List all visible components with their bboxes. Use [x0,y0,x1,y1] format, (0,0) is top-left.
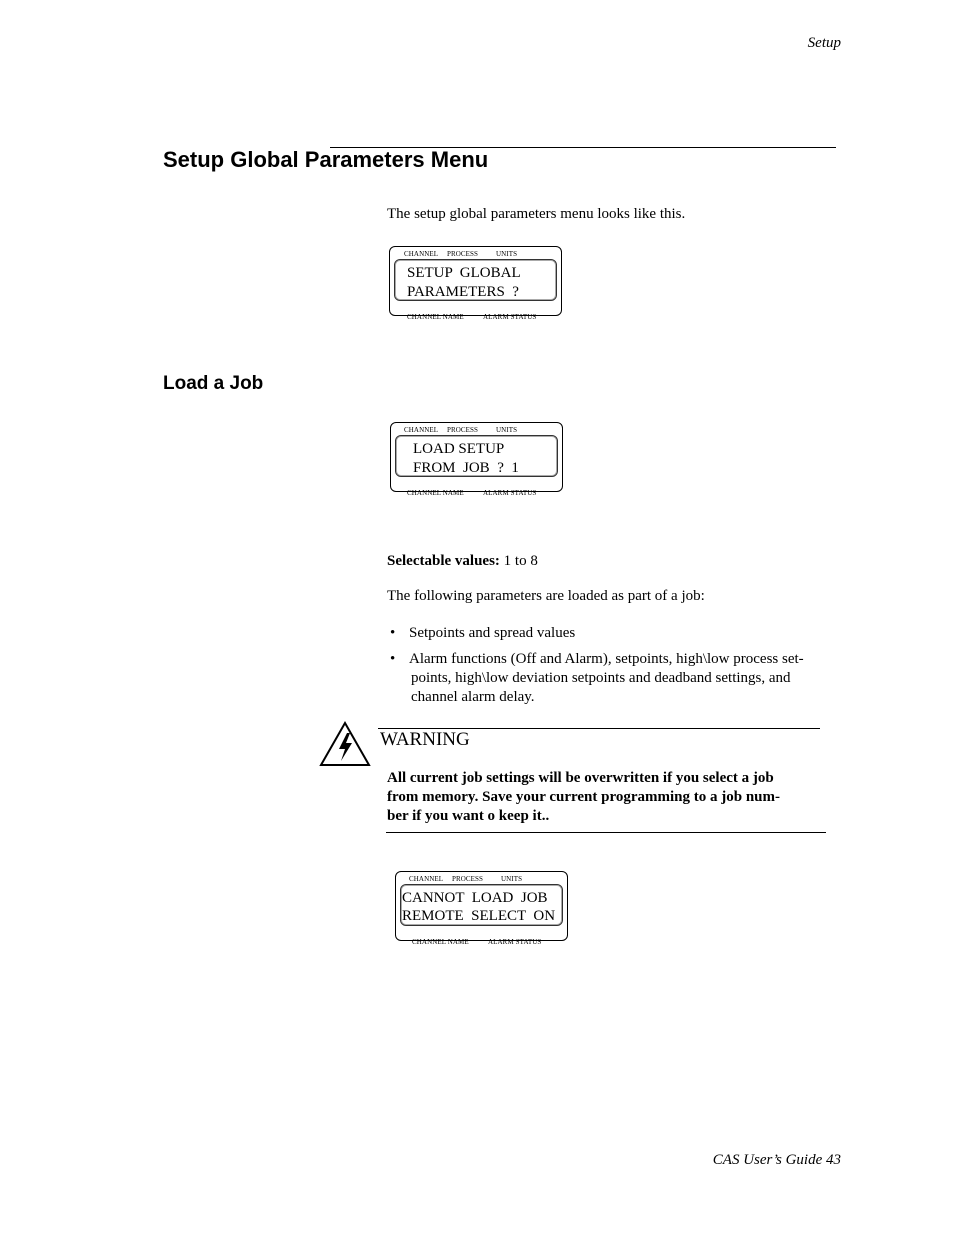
warning-body [387,769,809,826]
lcd-label-channel-name: CHANNEL NAME [412,938,469,946]
list-item-text: channel alarm delay. [411,689,535,705]
lcd-display-cannot-load [395,871,568,946]
lcd-label-channel: CHANNEL [404,250,439,258]
lcd-label-alarm-status: ALARM STATUS [488,938,542,946]
lcd-screen [394,259,557,301]
selectable-range: 1 to 8 [499,553,538,569]
warning-bottom-rule [386,832,826,833]
lcd-line-1: SETUP GLOBAL [407,265,521,281]
list-item [388,624,828,643]
lcd-label-channel: CHANNEL [409,875,444,883]
lcd-label-alarm-status: ALARM STATUS [483,313,537,321]
bullet-glyph: • [390,625,396,641]
lcd-label-units: UNITS [496,250,518,258]
lcd-label-process: PROCESS [452,875,484,883]
lcd-label-process: PROCESS [447,426,479,434]
warning-title: WARNING [380,729,470,750]
lcd-line-2: REMOTE SELECT ON [402,908,556,924]
lcd-label-channel: CHANNEL [404,426,439,434]
lcd-label-units: UNITS [501,875,523,883]
lcd-line-2: FROM JOB ? 1 [413,460,519,476]
warning-line: All current job settings will be overwritten if you select a job [387,770,774,786]
lcd-line-1: LOAD SETUP [413,441,505,457]
following-paragraph: The following parameters are loaded as part of a job: [387,588,705,604]
warning-line: ber if you want o keep it.. [387,808,550,824]
lcd-line-2: PARAMETERS ? [407,284,519,300]
bullet-glyph: • [390,651,396,667]
running-header: Setup [807,35,841,51]
subsection-title: Load a Job [163,373,264,394]
lightning-warning-icon [319,721,371,767]
lcd-label-process: PROCESS [447,250,479,258]
lcd-screen [395,435,558,477]
section-title: Setup Global Parameters Menu [163,147,489,172]
list-item [388,650,828,707]
list-item-text: Setpoints and spread values [409,625,576,641]
list-item-text: points, high\low deviation setpoints and deadband settings, and [411,670,791,686]
lcd-display-setup-global [389,246,562,321]
warning-line: from memory. Save your current programming to a job num- [387,789,781,805]
lcd-line-1: CANNOT LOAD JOB [402,890,548,906]
lcd-label-channel-name: CHANNEL NAME [407,313,464,321]
list-item-text: Alarm functions (Off and Alarm), setpoints, high\low process set- [409,651,804,667]
intro-paragraph: The setup global parameters menu looks like this. [387,206,686,222]
selectable-label: Selectable values: [387,553,500,569]
parameter-list [388,624,828,714]
lcd-label-channel-name: CHANNEL NAME [407,489,464,497]
lcd-display-load-setup [390,422,563,497]
running-footer: CAS User’s Guide 43 [712,1152,841,1168]
lcd-screen [400,884,563,926]
selectable-values [387,552,538,571]
lcd-label-alarm-status: ALARM STATUS [483,489,537,497]
lcd-label-units: UNITS [496,426,518,434]
